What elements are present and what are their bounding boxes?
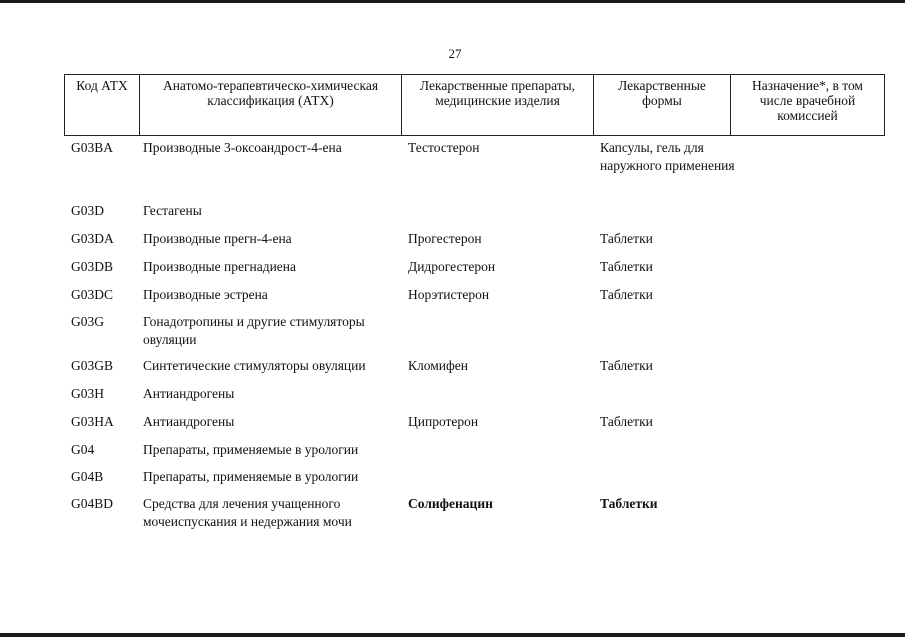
row-form: Таблетки (600, 496, 658, 511)
header-code: Код АТХ (65, 75, 140, 136)
row-classification: Гонадотропины и другие стимуляторы овуляции (143, 314, 365, 347)
row-classification: Производные прегн-4-ена (143, 231, 292, 246)
row-classification: Средства для лечения учащенного мочеиспускания и недержания мочи (143, 496, 352, 529)
bottom-border-line (0, 633, 905, 637)
row-form: Таблетки (600, 358, 653, 373)
row-drug: Прогестерон (408, 231, 482, 246)
row-form: Таблетки (600, 259, 653, 274)
row-classification: Препараты, применяемые в урологии (143, 469, 359, 484)
row-form: Таблетки (600, 414, 653, 429)
row-drug: Ципротерон (408, 414, 479, 429)
row-code: G03HA (71, 414, 114, 429)
page-number: 27 (448, 46, 462, 61)
row-drug: Норэтистерон (408, 287, 490, 302)
row-drug: Кломифен (408, 358, 468, 373)
row-drug: Дидрогестерон (408, 259, 496, 274)
header-forms: Лекарственные формы (594, 75, 731, 136)
row-form: Капсулы, гель для наружного применения (600, 140, 735, 173)
row-classification: Антиандрогены (143, 386, 235, 401)
header-classification: Анатомо-терапевтическо-химическая классификация (АТХ) (140, 75, 402, 136)
row-code: G03G (71, 314, 104, 329)
header-purpose: Назначение*, в том числе врачебной комиссией (731, 75, 885, 136)
row-code: G03GB (71, 358, 114, 373)
header-drugs: Лекарственные препараты, медицинские изделия (402, 75, 594, 136)
row-code: G03DA (71, 231, 114, 246)
row-code: G03DC (71, 287, 114, 302)
row-code: G04B (71, 469, 104, 484)
row-drug: Тестостерон (408, 140, 480, 155)
row-form: Таблетки (600, 231, 653, 246)
row-code: G03D (71, 203, 104, 218)
row-drug: Солифенацин (408, 496, 493, 511)
row-code: G03DB (71, 259, 114, 274)
row-classification: Производные эстрена (143, 287, 268, 302)
row-form: Таблетки (600, 287, 653, 302)
row-code: G03BA (71, 140, 114, 155)
row-code: G04 (71, 442, 95, 457)
row-code: G04BD (71, 496, 114, 511)
row-classification: Препараты, применяемые в урологии (143, 442, 359, 457)
row-code: G03H (71, 386, 104, 401)
row-classification: Гестагены (143, 203, 202, 218)
row-classification: Антиандрогены (143, 414, 235, 429)
row-classification: Синтетические стимуляторы овуляции (143, 358, 366, 373)
row-classification: Производные прегнадиена (143, 259, 297, 274)
row-classification: Производные 3-оксоандрост-4-ена (143, 140, 342, 155)
